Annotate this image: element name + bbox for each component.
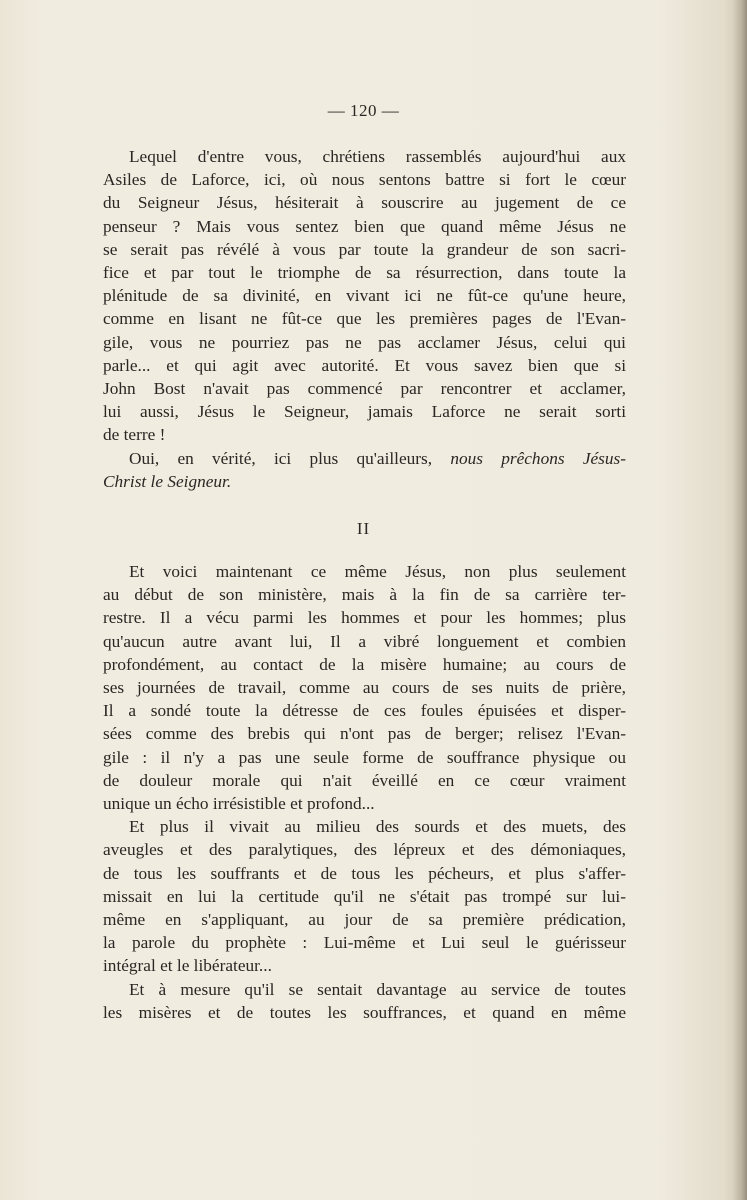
text-line: aveugles et des paralytiques, des lépreux et des démoniaques, [103,840,626,860]
text-line: les misères et de toutes les souffrances, et quand en même [103,1002,626,1022]
text-line: intégral et le libérateur... [103,956,272,976]
text-line: unique un écho irrésistible et profond... [103,794,375,814]
page-edge-shadow [733,0,747,1200]
text-line: Et plus il vivait au milieu des sourds et des muets, des [129,817,626,837]
text-line: Lequel d'entre vous, chrétiens rassemblés aujourd'hui aux [129,147,626,166]
text-line: au début de son ministère, mais à la fin de sa carrière ter- [103,585,626,605]
text-line: sées comme des brebis qui n'ont pas de berger; relisez l'Evan- [103,724,626,744]
page-number: — 120 — [327,101,400,120]
text-line: plénitude de sa divinité, en vivant ici ne fût-ce qu'une heure, [103,286,626,306]
text-line: Asiles de Laforce, ici, où nous sentons battre si fort le cœur [103,170,626,190]
italic-text-run: nous prêchons Jésus- [450,448,626,468]
text-run: Oui, en vérité, ici plus qu'ailleurs, [129,448,451,468]
text-line: lui aussi, Jésus le Seigneur, jamais Laforce ne serait sorti [103,402,626,422]
text-line: ses journées de travail, comme au cours de ses nuits de prière, [103,678,626,698]
text-line: qu'aucun autre avant lui, Il a vibré longuement et combien [103,631,626,651]
text-block-2 [103,560,626,1024]
text-line: gile, vous ne pourriez pas ne pas acclamer Jésus, celui qui [103,332,626,352]
text-line: Et voici maintenant ce même Jésus, non plus seulement [129,562,626,581]
section-heading: II [356,519,371,538]
text-line: la parole du prophète : Lui-même et Lui seul le guérisseur [103,933,626,953]
paragraph [103,978,626,1024]
text-line: de tous les souffrants et de tous les pécheurs, et plus s'affer- [103,863,626,883]
text-line: de douleur morale qui n'ait éveillé en ce cœur vraiment [103,770,626,790]
text-line: même en s'appliquant, au jour de sa première prédication, [103,910,626,930]
text-block-1 [103,145,626,493]
text-line: fice et par tout le triomphe de sa résurrection, dans toute la [103,263,626,283]
text-line: Il a sondé toute la détresse de ces foules épuisées et disper- [103,701,626,721]
text-line: parle... et qui agit avec autorité. Et vous savez bien que si [103,355,626,375]
paragraph [103,447,626,493]
italic-text-line: Christ le Seigneur. [103,471,232,491]
text-line: Et à mesure qu'il se sentait davantage au service de toutes [129,979,626,999]
text-line: de terre ! [103,425,166,445]
text-line: du Seigneur Jésus, hésiterait à souscrire au jugement de ce [103,193,626,213]
paragraph [103,145,626,447]
text-line: se serait pas révélé à vous par toute la grandeur de son sacri- [103,239,626,259]
paragraph [103,560,626,815]
text-line: profondément, au contact de la misère humaine; au cours de [103,654,626,674]
paragraph [103,815,626,977]
text-line: restre. Il a vécu parmi les hommes et pour les hommes; plus [103,608,626,628]
text-line: missait en lui la certitude qu'il ne s'était pas trompé sur lui- [103,886,626,906]
text-line: John Bost n'avait pas commencé par rencontrer et acclamer, [103,379,626,399]
text-line [103,447,626,470]
text-line: comme en lisant ne fût-ce que les premières pages de l'Evan- [103,309,626,329]
text-line: penseur ? Mais vous sentez bien que quand même Jésus ne [103,216,626,236]
text-line: gile : il n'y a pas une seule forme de souffrance physique ou [103,747,626,767]
